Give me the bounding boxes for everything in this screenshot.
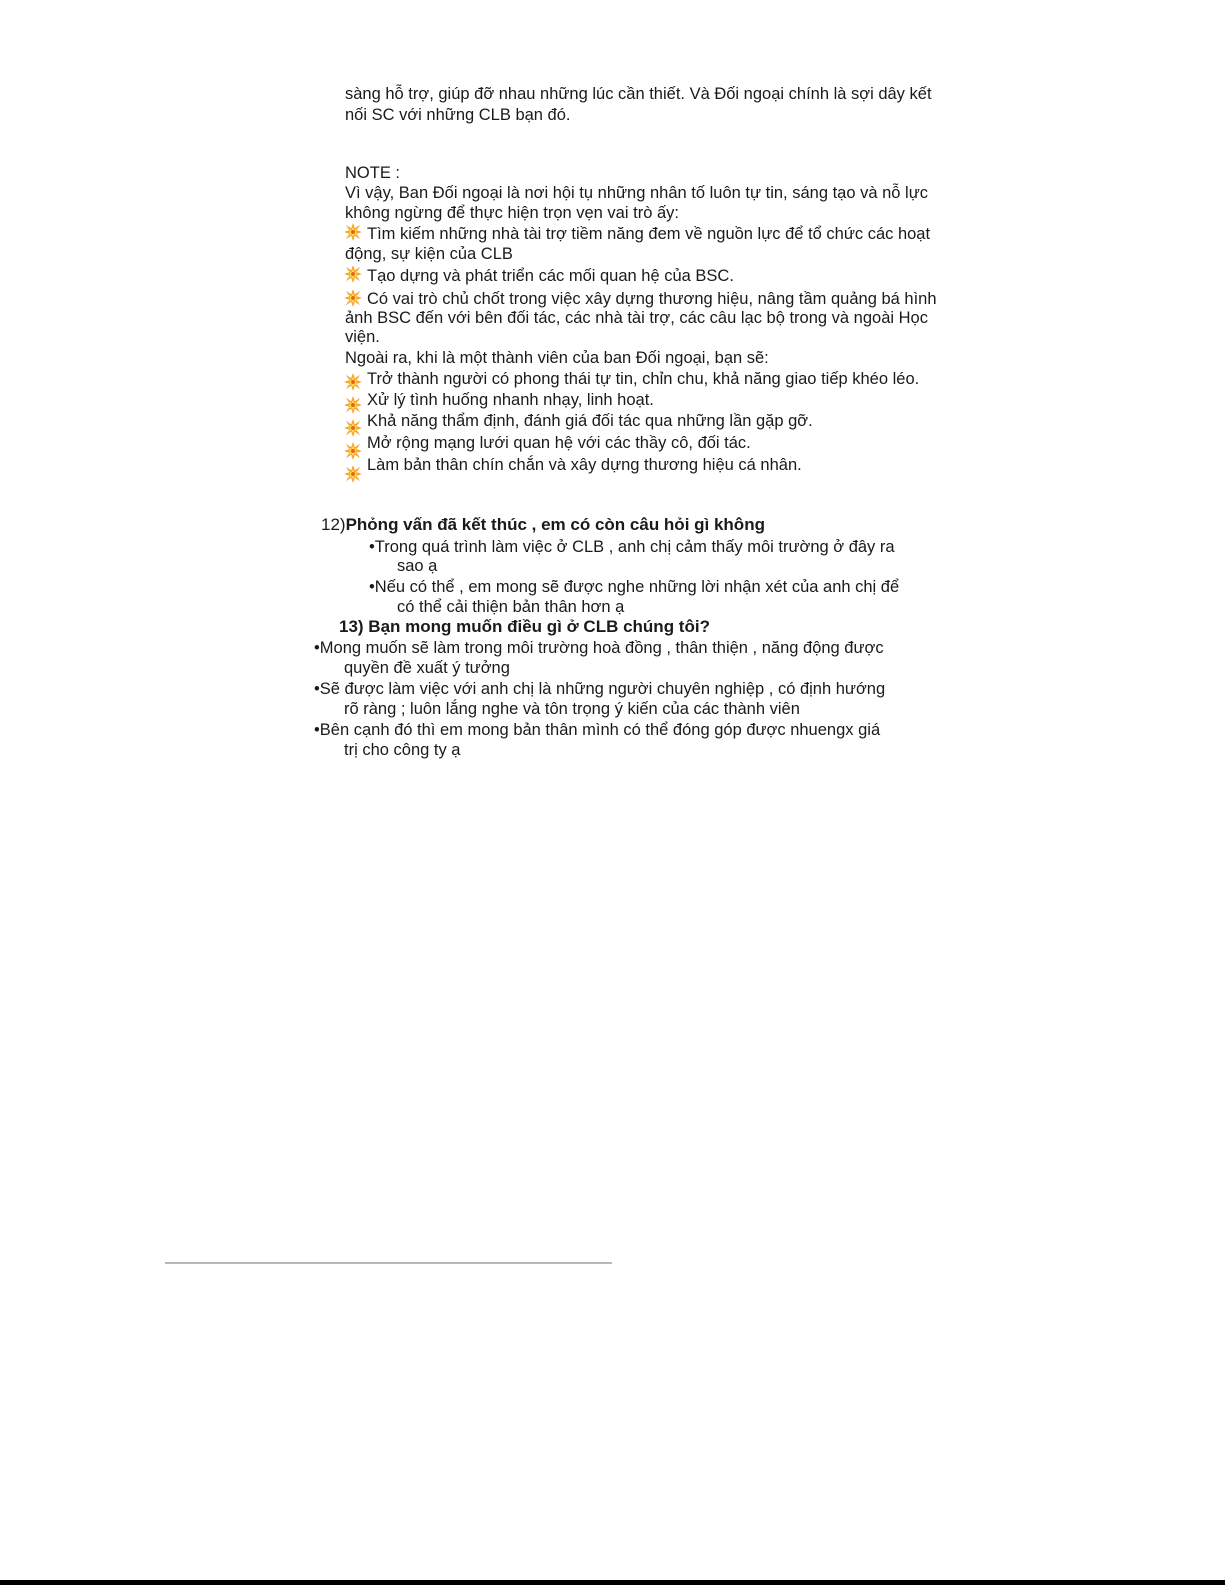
q12-answer-1-line-1: •Trong quá trình làm việc ở CLB , anh chị cảm thấy môi trường ở đây ra xyxy=(369,538,895,556)
intro-line-2: nối SC với những CLB bạn đó. xyxy=(345,106,571,124)
benefit-5: Làm bản thân chín chắn và xây dựng thương hiệu cá nhân. xyxy=(367,456,802,474)
burst-star-icon xyxy=(344,396,362,414)
role-3-line-1: Có vai trò chủ chốt trong việc xây dựng thương hiệu, nâng tầm quảng bá hình xyxy=(367,290,937,308)
q12-heading xyxy=(321,515,765,535)
burst-star-icon xyxy=(344,373,362,391)
q12-answer-2-line-1: •Nếu có thể , em mong sẽ được nghe những lời nhận xét của anh chị để xyxy=(369,578,900,596)
q13-answer-2-line-1: •Sẽ được làm việc với anh chị là những người chuyên nghiệp , có định hướng xyxy=(314,680,886,698)
benefits-intro: Ngoài ra, khi là một thành viên của ban Đối ngoại, bạn sẽ: xyxy=(345,349,769,367)
q13-heading: 13) Bạn mong muốn điều gì ở CLB chúng tôi? xyxy=(339,617,710,636)
burst-star-icon xyxy=(344,223,362,241)
note-heading: NOTE : xyxy=(345,164,401,182)
q12-question: Phỏng vấn đã kết thúc , em có còn câu hỏi gì không xyxy=(345,515,765,534)
q13-answer-3-line-2: trị cho công ty ạ xyxy=(344,741,461,759)
benefit-4: Mở rộng mạng lưới quan hệ với các thầy cô, đối tác. xyxy=(367,434,751,452)
intro-line-1: sàng hỗ trợ, giúp đỡ nhau những lúc cần thiết. Và Đối ngoại chính là sợi dây kết xyxy=(345,85,932,103)
burst-star-icon xyxy=(344,289,362,307)
role-3-line-2: ảnh BSC đến với bên đối tác, các nhà tài trợ, các câu lạc bộ trong và ngoài Học xyxy=(345,309,928,327)
q13-answer-1-line-2: quyền đề xuất ý tưởng xyxy=(344,659,510,677)
role-1-line-2: động, sự kiện của CLB xyxy=(345,245,513,263)
q13-answer-3-line-1: •Bên cạnh đó thì em mong bản thân mình có thể đóng góp được nhuengx giá xyxy=(314,721,881,739)
benefit-2: Xử lý tình huống nhanh nhạy, linh hoạt. xyxy=(367,391,654,409)
q13-answer-2-line-2: rõ ràng ; luôn lắng nghe và tôn trọng ý kiến của các thành viên xyxy=(344,700,800,718)
burst-star-icon xyxy=(344,465,362,483)
page-bottom-edge xyxy=(0,1580,1225,1585)
role-2-line-1: Tạo dựng và phát triển các mối quan hệ của BSC. xyxy=(367,267,734,285)
burst-star-icon xyxy=(344,419,362,437)
q13-answer-1-line-1: •Mong muốn sẽ làm trong môi trường hoà đồng , thân thiện , năng động được xyxy=(314,639,884,657)
footnote-separator xyxy=(165,1262,612,1264)
burst-star-icon xyxy=(344,265,362,283)
role-1-line-1: Tìm kiếm những nhà tài trợ tiềm năng đem về nguồn lực để tổ chức các hoạt xyxy=(367,225,931,243)
q12-answer-2-line-2: có thể cải thiện bản thân hơn ạ xyxy=(397,598,625,616)
note-line-2: không ngừng để thực hiện trọn vẹn vai trò ấy: xyxy=(345,204,679,222)
benefit-3: Khả năng thẩm định, đánh giá đối tác qua những lần gặp gỡ. xyxy=(367,412,813,430)
role-3-line-3: viện. xyxy=(345,328,380,346)
note-line-1: Vì vậy, Ban Đối ngoại là nơi hội tụ những nhân tố luôn tự tin, sáng tạo và nỗ lực xyxy=(345,184,929,202)
q12-answer-1-line-2: sao ạ xyxy=(397,557,438,575)
benefit-1: Trở thành người có phong thái tự tin, chỉn chu, khả năng giao tiếp khéo léo. xyxy=(367,370,920,388)
burst-star-icon xyxy=(344,442,362,460)
q12-number: 12) xyxy=(321,515,346,534)
